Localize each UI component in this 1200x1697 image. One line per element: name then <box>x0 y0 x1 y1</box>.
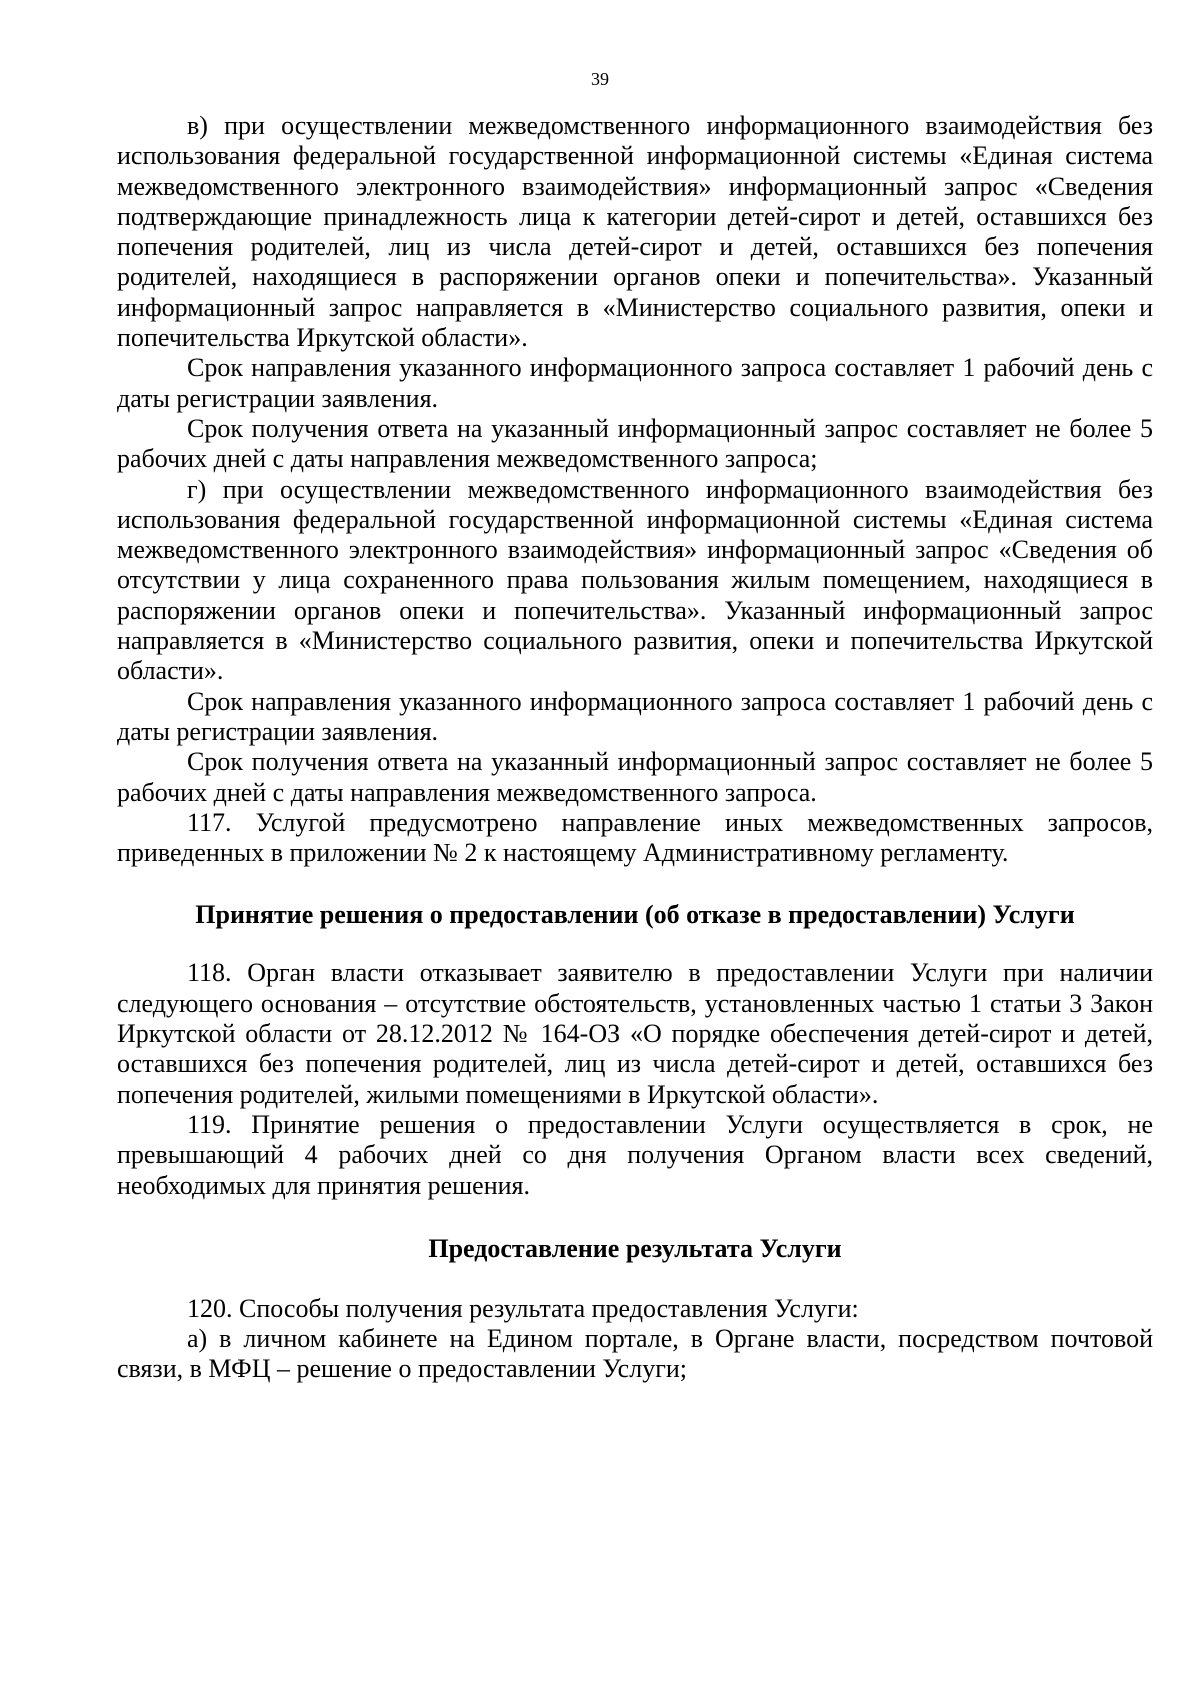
paragraph-item-g: г) при осуществлении межведомственного информационного взаимодействия без использования федеральной государственной информационной системы «Единая система межведомственного электронного взаимодействия» информационный запрос «Сведения об отсутствии у лица сохраненного права пользования жилым помещением, находящиеся в распоряжении органов опеки и попечительства». Указанный информационный запрос направляется в «Министерство социального развития, опеки и попечительства Иркутской области». <box>117 474 1153 686</box>
paragraph-request-deadline: Срок направления указанного информационного запроса составляет 1 рабочий день с даты регистрации заявления. <box>117 686 1153 746</box>
paragraph-117: 117. Услугой предусмотрено направление иных межведомственных запросов, приведенных в приложении № 2 к настоящему Административному регламенту. <box>117 807 1153 868</box>
paragraph-response-deadline: Срок получения ответа на указанный информационный запрос составляет не более 5 рабочих дней с даты направления межведомственного запроса; <box>117 413 1153 474</box>
paragraph-119: 119. Принятие решения о предоставлении Услуги осуществляется в срок, не превышающий 4 рабочих дней со дня получения Органом власти всех сведений, необходимых для принятия решения. <box>117 1109 1153 1200</box>
paragraph-118: 118. Орган власти отказывает заявителю в предоставлении Услуги при наличии следующего основания – отсутствие обстоятельств, установленных частью 1 статьи 3 Закон Иркутской области от 28.12.2012 № 164-ОЗ «О порядке обеспечения детей-сирот и детей, оставшихся без попечения родителей, лиц из числа детей-сирот и детей, оставшихся без попечения родителей, жилыми помещениями в Иркутской области». <box>117 958 1153 1109</box>
paragraph-item-a: а) в личном кабинете на Едином портале, в Органе власти, посредством почтовой связи, в МФЦ – решение о предоставлении Услуги; <box>117 1324 1153 1384</box>
paragraph-item-v: в) при осуществлении межведомственного информационного взаимодействия без использования федеральной государственной информационной системы «Единая система межведомственного электронного взаимодействия» информационный запрос «Сведения подтверждающие принадлежность лица к категории детей-сирот и детей, оставшихся без попечения родителей, лиц из числа детей-сирот и детей, оставшихся без попечения родителей, находящиеся в распоряжении органов опеки и попечительства». Указанный информационный запрос направляется в «Министерство социального развития, опеки и попечительства Иркутской области». <box>117 111 1153 353</box>
page-number: 39 <box>591 69 609 89</box>
paragraph-group-decision <box>117 958 1153 1200</box>
paragraph-request-deadline: Срок направления указанного информационного запроса составляет 1 рабочий день с даты регистрации заявления. <box>117 353 1153 413</box>
paragraph-response-deadline: Срок получения ответа на указанный информационный запрос составляет не более 5 рабочих дней с даты направления межведомственного запроса. <box>117 747 1153 807</box>
section-heading-result: Предоставление результата Услуги <box>428 1233 842 1263</box>
paragraph-group-result <box>117 1294 1153 1385</box>
document-body <box>117 111 1153 1385</box>
paragraph-120: 120. Способы получения результата предоставления Услуги: <box>187 1293 859 1323</box>
paragraph-group-interagency-requests <box>117 111 1153 868</box>
section-heading-decision: Принятие решения о предоставлении (об отказе в предоставлении) Услуги <box>195 900 1075 930</box>
